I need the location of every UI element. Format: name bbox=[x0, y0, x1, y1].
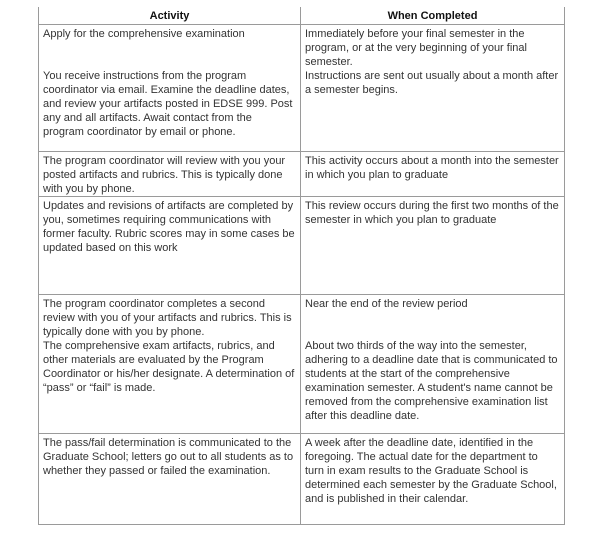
when-completed-cell bbox=[301, 25, 565, 152]
cell-paragraph: Instructions are sent out usually about a month after a semester begins. bbox=[305, 70, 559, 96]
activity-cell bbox=[39, 295, 301, 434]
cell-paragraph: The program coordinator completes a second review with you of your artifacts and rubrics. This is typically done with you by phone. bbox=[43, 298, 292, 338]
activity-cell bbox=[39, 434, 301, 525]
cell-paragraph: The program coordinator will review with you your posted artifacts and rubrics. This is typically done with you by phone. bbox=[43, 155, 286, 195]
cell-paragraph: This review occurs during the first two months of the semester in which you plan to graduate bbox=[305, 200, 559, 226]
activity-cell bbox=[39, 197, 301, 295]
column-header-activity: Activity bbox=[39, 7, 301, 25]
cell-paragraph: Immediately before your final semester in the program, or at the very beginning of your final semester. bbox=[305, 28, 527, 68]
activity-cell bbox=[39, 152, 301, 197]
table-row bbox=[39, 434, 565, 525]
cell-paragraph: Updates and revisions of artifacts are completed by you, sometimes requiring communications with former faculty. Rubric scores may in some cases be updated based on this work bbox=[43, 200, 295, 254]
activity-cell bbox=[39, 25, 301, 152]
column-header-when-completed: When Completed bbox=[301, 7, 565, 25]
cell-paragraph: You receive instructions from the program coordinator via email. Examine the deadline dates, and review your artifacts posted in EDSE 999. Post any and all artifacts. Await contact from the program coordinator by email or phone. bbox=[43, 70, 293, 138]
cell-paragraph: About two thirds of the way into the semester, adhering to a deadline date that is communicated to students at the start of the comprehensive examination semester. A student's name cannot be removed from the comprehensive examination list after this deadline date. bbox=[305, 340, 558, 422]
table-row bbox=[39, 25, 565, 152]
when-completed-cell bbox=[301, 197, 565, 295]
cell-paragraph: The comprehensive exam artifacts, rubrics, and other materials are evaluated by the Program Coordinator or his/her designate. A determination of “pass” or “fail” is made. bbox=[43, 340, 295, 394]
cell-paragraph: The pass/fail determination is communicated to the Graduate School; letters go out to all students as to whether they passed or failed the examination. bbox=[43, 437, 294, 477]
cell-paragraph: Apply for the comprehensive examination bbox=[43, 28, 245, 40]
table-row bbox=[39, 152, 565, 197]
when-completed-cell bbox=[301, 152, 565, 197]
cell-paragraph: Near the end of the review period bbox=[305, 298, 468, 310]
cell-paragraph: This activity occurs about a month into the semester in which you plan to graduate bbox=[305, 155, 559, 181]
cell-paragraph: A week after the deadline date, identified in the foregoing. The actual date for the department to turn in exam results to the Graduate School is determined each semester by the Graduate School, and is published in their calendar. bbox=[305, 437, 557, 505]
header-row bbox=[39, 7, 565, 25]
table-row bbox=[39, 197, 565, 295]
when-completed-cell bbox=[301, 295, 565, 434]
when-completed-cell bbox=[301, 434, 565, 525]
table-row bbox=[39, 295, 565, 434]
comprehensive-exam-table bbox=[38, 7, 565, 525]
